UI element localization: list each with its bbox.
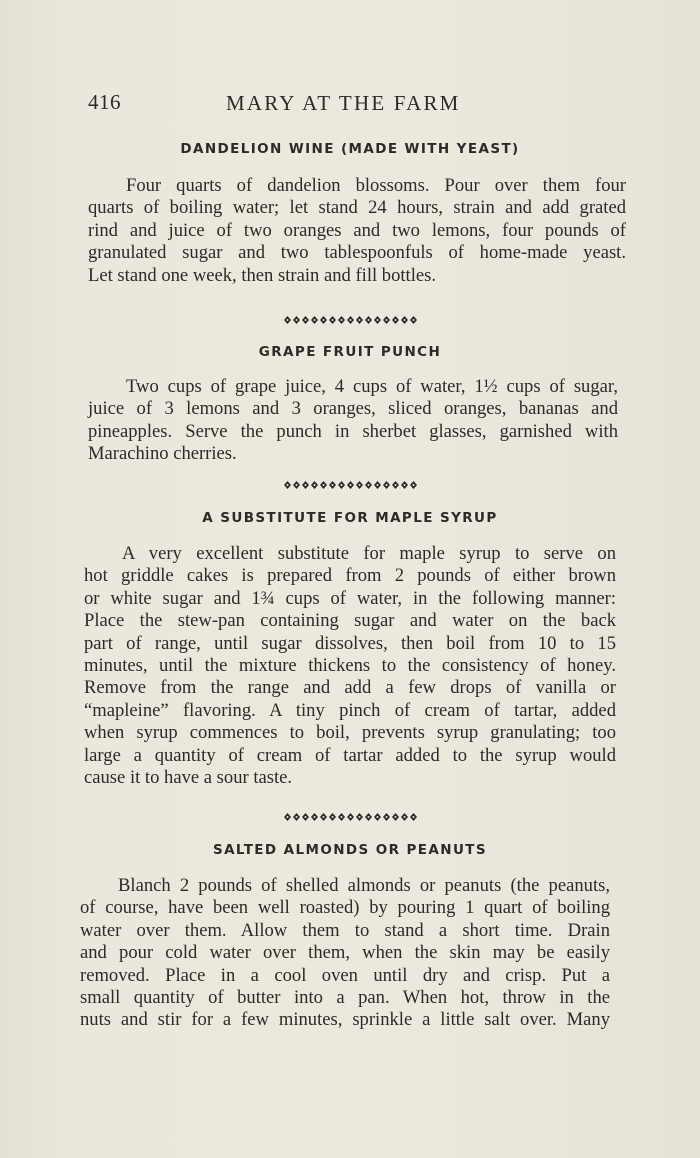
text-line: small quantity of butter into a pan. When hot, throw in the xyxy=(80,987,610,1009)
text-line: rind and juice of two oranges and two lemons, four pounds of xyxy=(88,219,626,241)
text-line: nuts and stir for a few minutes, sprinkle a little salt over. Many xyxy=(80,1009,610,1031)
ornament-dot xyxy=(412,816,414,818)
ornament-dot xyxy=(295,319,297,321)
text-line: when syrup commences to boil, prevents syrup granulating; too xyxy=(84,722,616,744)
recipe-body-grape-fruit-punch xyxy=(88,376,618,466)
text-line: Place the stew-pan containing sugar and water on the back xyxy=(84,610,616,632)
ornament-dot xyxy=(394,816,396,818)
ornament-diamonds-icon xyxy=(282,314,419,326)
text-line: hot griddle cakes is prepared from 2 pounds of either brown xyxy=(84,565,616,587)
recipe-body-maple-syrup-substitute xyxy=(84,543,616,789)
page-header xyxy=(88,88,628,122)
ornament-dot xyxy=(394,484,396,486)
text-line: part of range, until sugar dissolves, then boil from 10 to 15 xyxy=(84,632,616,654)
ornament-dot xyxy=(367,484,369,486)
ornament-dot xyxy=(349,484,351,486)
text-line: “mapleine” flavoring. A tiny pinch of cream of tartar, added xyxy=(84,699,616,721)
ornament-dot xyxy=(385,484,387,486)
ornament-dot xyxy=(385,816,387,818)
text-line: water over them. Allow them to stand a short time. Drain xyxy=(80,919,610,941)
text-line: quarts of boiling water; let stand 24 hours, strain and add grated xyxy=(88,197,626,219)
page-number: 416 xyxy=(88,90,121,114)
ornament-dot xyxy=(394,319,396,321)
ornament-dot xyxy=(313,816,315,818)
ornament-dot xyxy=(385,319,387,321)
ornament-dot xyxy=(358,484,360,486)
text-line: Remove from the range and add a few drops of vanilla or xyxy=(84,677,616,699)
recipe-heading-maple-syrup-substitute: A SUBSTITUTE FOR MAPLE SYRUP xyxy=(202,510,498,526)
text-line: A very excellent substitute for maple syrup to serve on xyxy=(122,543,616,564)
ornament-dot xyxy=(304,484,306,486)
ornament-diamonds-icon xyxy=(282,811,419,823)
ornament-dot xyxy=(412,484,414,486)
ornament-dot xyxy=(367,319,369,321)
ornament-dot xyxy=(358,319,360,321)
ornament-dot xyxy=(403,484,405,486)
ornament-dot xyxy=(358,816,360,818)
ornament-dot xyxy=(331,484,333,486)
text-line: Let stand one week, then strain and fill bottles. xyxy=(88,264,437,286)
text-line: cause it to have a sour taste. xyxy=(84,767,293,789)
ornament-dot xyxy=(304,319,306,321)
recipe-heading-dandelion-wine: DANDELION WINE (MADE WITH YEAST) xyxy=(180,141,520,157)
recipe-heading-grape-fruit-punch: GRAPE FRUIT PUNCH xyxy=(258,344,442,360)
ornament-dot xyxy=(376,816,378,818)
ornament-dot xyxy=(322,319,324,321)
ornament-dot xyxy=(340,816,342,818)
text-line: and pour cold water over them, when the skin may be easily xyxy=(80,942,610,964)
recipe-body-dandelion-wine xyxy=(88,175,626,287)
text-line: juice of 3 lemons and 3 oranges, sliced oranges, bananas and xyxy=(88,398,618,420)
ornament-dot xyxy=(286,484,288,486)
ornament-dot xyxy=(286,319,288,321)
ornament-dot xyxy=(331,319,333,321)
ornamental-divider xyxy=(0,478,700,492)
ornament-dot xyxy=(331,816,333,818)
ornament-dot xyxy=(322,816,324,818)
ornament-dot xyxy=(322,484,324,486)
ornament-dot xyxy=(349,319,351,321)
ornament-dot xyxy=(367,816,369,818)
recipe-heading-salted-almonds: SALTED ALMONDS OR PEANUTS xyxy=(212,842,488,858)
text-line: granulated sugar and two tablespoonfuls of home-made yeast. xyxy=(88,242,626,264)
ornament-dot xyxy=(304,816,306,818)
ornament-dot xyxy=(376,484,378,486)
ornament-dot xyxy=(295,484,297,486)
ornament-dot xyxy=(376,319,378,321)
ornament-dot xyxy=(403,319,405,321)
text-line: Four quarts of dandelion blossoms. Pour over them four xyxy=(126,175,626,196)
ornamental-divider xyxy=(0,313,700,327)
text-line: Two cups of grape juice, 4 cups of water, 1½ cups of sugar, xyxy=(126,376,618,397)
ornamental-divider xyxy=(0,810,700,824)
ornament-dot xyxy=(340,319,342,321)
ornament-diamonds-icon xyxy=(282,479,419,491)
text-line: pineapples. Serve the punch in sherbet glasses, garnished with xyxy=(88,420,618,442)
text-line: Blanch 2 pounds of shelled almonds or peanuts (the peanuts, xyxy=(118,875,610,896)
text-line: Marachino cherries. xyxy=(88,443,237,465)
text-line: or white sugar and 1¾ cups of water, in the following manner: xyxy=(84,587,616,609)
ornament-dot xyxy=(295,816,297,818)
ornament-dot xyxy=(313,484,315,486)
ornament-dot xyxy=(349,816,351,818)
ornament-dot xyxy=(340,484,342,486)
text-line: large a quantity of cream of tartar added to the syrup would xyxy=(84,744,616,766)
ornament-dot xyxy=(313,319,315,321)
text-line: minutes, until the mixture thickens to the consistency of honey. xyxy=(84,655,616,677)
text-line: removed. Place in a cool oven until dry and crisp. Put a xyxy=(80,964,610,986)
ornament-dot xyxy=(412,319,414,321)
running-title: MARY AT THE FARM xyxy=(226,91,461,115)
recipe-body-salted-almonds xyxy=(80,875,610,1032)
ornament-dot xyxy=(286,816,288,818)
ornament-dot xyxy=(403,816,405,818)
text-line: of course, have been well roasted) by pouring 1 quart of boiling xyxy=(80,897,610,919)
